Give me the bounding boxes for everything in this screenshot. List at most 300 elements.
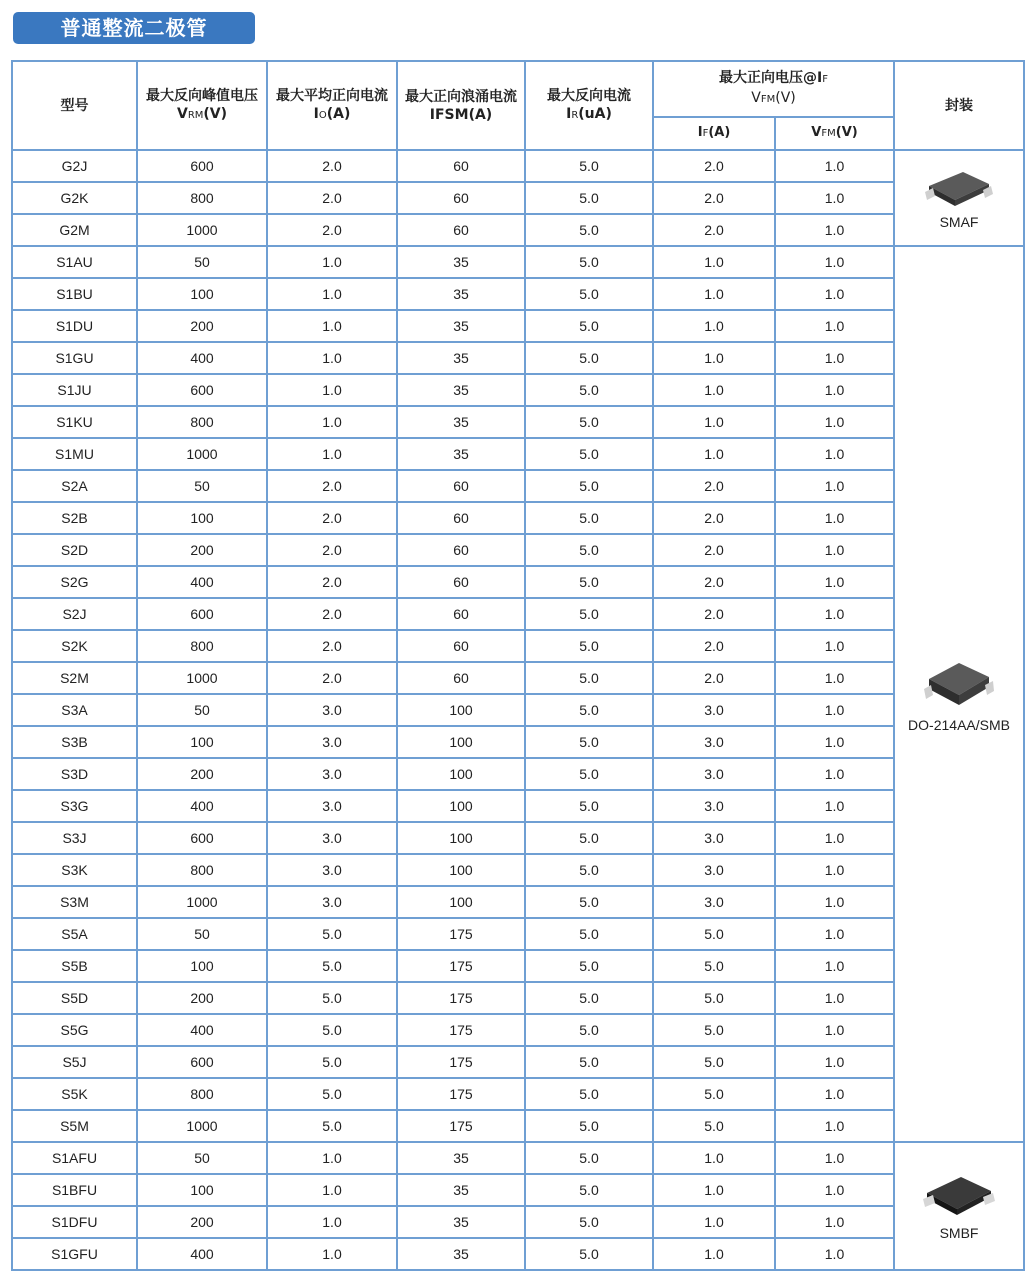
cell-vrm: 800	[137, 630, 267, 662]
cell-io: 3.0	[267, 886, 397, 918]
cell-if: 2.0	[653, 214, 775, 246]
cell-if: 3.0	[653, 758, 775, 790]
cell-vrm: 1000	[137, 214, 267, 246]
cell-model: S3A	[12, 694, 137, 726]
cell-if: 2.0	[653, 502, 775, 534]
cell-ifsm: 35	[397, 1238, 525, 1270]
cell-model: S3G	[12, 790, 137, 822]
cell-model: S1BU	[12, 278, 137, 310]
cell-ir: 5.0	[525, 406, 653, 438]
cell-ir: 5.0	[525, 1174, 653, 1206]
cell-ir: 5.0	[525, 438, 653, 470]
cell-vrm: 1000	[137, 438, 267, 470]
cell-ifsm: 175	[397, 1078, 525, 1110]
cell-model: G2K	[12, 182, 137, 214]
cell-vrm: 1000	[137, 886, 267, 918]
cell-ir: 5.0	[525, 790, 653, 822]
table-row	[12, 726, 1024, 758]
cell-io: 1.0	[267, 278, 397, 310]
cell-model: S1BFU	[12, 1174, 137, 1206]
cell-vrm: 100	[137, 1174, 267, 1206]
table-row	[12, 598, 1024, 630]
cell-ir: 5.0	[525, 1142, 653, 1174]
cell-if: 1.0	[653, 310, 775, 342]
cell-ir: 5.0	[525, 918, 653, 950]
cell-vf: 1.0	[775, 598, 894, 630]
table-row	[12, 534, 1024, 566]
cell-ir: 5.0	[525, 982, 653, 1014]
cell-model: S1DU	[12, 310, 137, 342]
cell-vf: 1.0	[775, 918, 894, 950]
cell-vrm: 800	[137, 406, 267, 438]
cell-ir: 5.0	[525, 758, 653, 790]
table-row	[12, 854, 1024, 886]
cell-vf: 1.0	[775, 662, 894, 694]
cell-io: 2.0	[267, 662, 397, 694]
cell-vf: 1.0	[775, 502, 894, 534]
smaf-package-icon	[923, 166, 995, 212]
table-row	[12, 182, 1024, 214]
cell-package	[894, 1142, 1024, 1270]
header-io: 最大平均正向电流 IO(A)	[267, 61, 397, 150]
table-row	[12, 1142, 1024, 1174]
cell-ifsm: 60	[397, 630, 525, 662]
table-row	[12, 438, 1024, 470]
cell-if: 1.0	[653, 1206, 775, 1238]
table-row	[12, 566, 1024, 598]
cell-model: S2J	[12, 598, 137, 630]
cell-vf: 1.0	[775, 886, 894, 918]
header-package: 封装	[894, 61, 1024, 150]
section-title: 普通整流二极管	[13, 12, 255, 44]
header-row	[12, 61, 1024, 117]
cell-ir: 5.0	[525, 1206, 653, 1238]
cell-if: 1.0	[653, 1238, 775, 1270]
cell-vrm: 800	[137, 1078, 267, 1110]
cell-ifsm: 100	[397, 854, 525, 886]
cell-model: S1DFU	[12, 1206, 137, 1238]
cell-vrm: 400	[137, 790, 267, 822]
cell-io: 1.0	[267, 1206, 397, 1238]
cell-vrm: 600	[137, 598, 267, 630]
cell-vf: 1.0	[775, 310, 894, 342]
cell-if: 2.0	[653, 566, 775, 598]
cell-model: S1AU	[12, 246, 137, 278]
cell-io: 2.0	[267, 470, 397, 502]
cell-if: 3.0	[653, 790, 775, 822]
cell-ifsm: 175	[397, 982, 525, 1014]
cell-ir: 5.0	[525, 1078, 653, 1110]
table-row	[12, 214, 1024, 246]
cell-if: 3.0	[653, 854, 775, 886]
cell-vf: 1.0	[775, 278, 894, 310]
cell-vrm: 600	[137, 822, 267, 854]
cell-if: 5.0	[653, 918, 775, 950]
cell-ifsm: 100	[397, 886, 525, 918]
cell-vf: 1.0	[775, 1238, 894, 1270]
cell-ir: 5.0	[525, 566, 653, 598]
cell-if: 1.0	[653, 406, 775, 438]
cell-vf: 1.0	[775, 182, 894, 214]
cell-ifsm: 175	[397, 918, 525, 950]
cell-vf: 1.0	[775, 438, 894, 470]
cell-vrm: 200	[137, 982, 267, 1014]
cell-vf: 1.0	[775, 1078, 894, 1110]
cell-ifsm: 35	[397, 1174, 525, 1206]
cell-vrm: 50	[137, 246, 267, 278]
cell-model: S2B	[12, 502, 137, 534]
table-row	[12, 342, 1024, 374]
cell-ir: 5.0	[525, 886, 653, 918]
cell-vf: 1.0	[775, 1110, 894, 1142]
cell-model: S2K	[12, 630, 137, 662]
cell-vrm: 200	[137, 310, 267, 342]
cell-io: 2.0	[267, 534, 397, 566]
cell-vf: 1.0	[775, 982, 894, 1014]
table-row	[12, 246, 1024, 278]
cell-vf: 1.0	[775, 470, 894, 502]
cell-vf: 1.0	[775, 854, 894, 886]
cell-vrm: 50	[137, 1142, 267, 1174]
cell-ifsm: 60	[397, 662, 525, 694]
cell-ifsm: 35	[397, 310, 525, 342]
cell-ifsm: 35	[397, 278, 525, 310]
table-row	[12, 982, 1024, 1014]
cell-io: 3.0	[267, 694, 397, 726]
cell-ifsm: 100	[397, 758, 525, 790]
cell-io: 3.0	[267, 822, 397, 854]
cell-vrm: 100	[137, 950, 267, 982]
cell-ifsm: 60	[397, 566, 525, 598]
table-row	[12, 694, 1024, 726]
cell-model: S5A	[12, 918, 137, 950]
cell-ifsm: 60	[397, 534, 525, 566]
cell-ifsm: 100	[397, 694, 525, 726]
cell-ir: 5.0	[525, 534, 653, 566]
cell-io: 1.0	[267, 1174, 397, 1206]
cell-if: 2.0	[653, 150, 775, 182]
cell-io: 2.0	[267, 566, 397, 598]
cell-io: 1.0	[267, 246, 397, 278]
cell-ir: 5.0	[525, 822, 653, 854]
cell-ifsm: 35	[397, 374, 525, 406]
cell-vrm: 50	[137, 470, 267, 502]
header-ifsm: 最大正向浪涌电流 IFSM(A)	[397, 61, 525, 150]
cell-vf: 1.0	[775, 1206, 894, 1238]
cell-model: S1GU	[12, 342, 137, 374]
cell-vf: 1.0	[775, 214, 894, 246]
cell-ifsm: 35	[397, 438, 525, 470]
cell-ifsm: 35	[397, 246, 525, 278]
cell-vrm: 600	[137, 374, 267, 406]
cell-model: S3K	[12, 854, 137, 886]
cell-io: 5.0	[267, 982, 397, 1014]
cell-io: 1.0	[267, 310, 397, 342]
cell-package	[894, 246, 1024, 1142]
cell-ifsm: 60	[397, 598, 525, 630]
cell-ir: 5.0	[525, 278, 653, 310]
cell-ir: 5.0	[525, 310, 653, 342]
cell-ifsm: 100	[397, 822, 525, 854]
header-vf: VFM(V)	[775, 117, 894, 150]
table-row	[12, 1238, 1024, 1270]
cell-vrm: 800	[137, 854, 267, 886]
package-label: DO-214AA/SMB	[908, 717, 1010, 733]
cell-ir: 5.0	[525, 342, 653, 374]
cell-vf: 1.0	[775, 1174, 894, 1206]
cell-if: 3.0	[653, 726, 775, 758]
table-row	[12, 502, 1024, 534]
cell-vrm: 200	[137, 1206, 267, 1238]
cell-ifsm: 35	[397, 1142, 525, 1174]
header-if: IF(A)	[653, 117, 775, 150]
cell-io: 1.0	[267, 1238, 397, 1270]
cell-if: 1.0	[653, 374, 775, 406]
cell-ir: 5.0	[525, 726, 653, 758]
cell-vf: 1.0	[775, 342, 894, 374]
cell-ifsm: 175	[397, 1046, 525, 1078]
cell-vf: 1.0	[775, 150, 894, 182]
cell-model: S3D	[12, 758, 137, 790]
cell-vrm: 1000	[137, 662, 267, 694]
table-row	[12, 886, 1024, 918]
cell-ifsm: 35	[397, 342, 525, 374]
cell-ir: 5.0	[525, 854, 653, 886]
cell-ir: 5.0	[525, 470, 653, 502]
cell-vf: 1.0	[775, 694, 894, 726]
cell-model: S2A	[12, 470, 137, 502]
cell-vrm: 200	[137, 534, 267, 566]
table-row	[12, 406, 1024, 438]
cell-model: S1KU	[12, 406, 137, 438]
table-row	[12, 918, 1024, 950]
cell-model: S5B	[12, 950, 137, 982]
cell-if: 1.0	[653, 1174, 775, 1206]
cell-if: 2.0	[653, 182, 775, 214]
cell-io: 5.0	[267, 918, 397, 950]
cell-if: 1.0	[653, 1142, 775, 1174]
cell-io: 3.0	[267, 726, 397, 758]
cell-model: S2M	[12, 662, 137, 694]
table-row	[12, 1206, 1024, 1238]
cell-model: S5J	[12, 1046, 137, 1078]
table-row	[12, 630, 1024, 662]
table-row	[12, 950, 1024, 982]
cell-vf: 1.0	[775, 726, 894, 758]
cell-if: 3.0	[653, 822, 775, 854]
table-body	[12, 150, 1024, 1270]
cell-ir: 5.0	[525, 950, 653, 982]
cell-io: 2.0	[267, 630, 397, 662]
cell-model: S5K	[12, 1078, 137, 1110]
cell-vf: 1.0	[775, 1014, 894, 1046]
cell-model: S1MU	[12, 438, 137, 470]
cell-vrm: 100	[137, 726, 267, 758]
cell-vrm: 400	[137, 342, 267, 374]
cell-ifsm: 60	[397, 150, 525, 182]
cell-model: S2G	[12, 566, 137, 598]
cell-ir: 5.0	[525, 1238, 653, 1270]
cell-vf: 1.0	[775, 406, 894, 438]
cell-ifsm: 175	[397, 1110, 525, 1142]
cell-io: 3.0	[267, 854, 397, 886]
cell-if: 2.0	[653, 662, 775, 694]
cell-if: 1.0	[653, 246, 775, 278]
cell-io: 1.0	[267, 342, 397, 374]
cell-package	[894, 150, 1024, 246]
cell-model: G2J	[12, 150, 137, 182]
cell-if: 3.0	[653, 886, 775, 918]
cell-io: 5.0	[267, 1014, 397, 1046]
smbf-package-icon	[923, 1171, 995, 1223]
cell-if: 2.0	[653, 598, 775, 630]
cell-model: S1GFU	[12, 1238, 137, 1270]
cell-model: S5G	[12, 1014, 137, 1046]
cell-io: 2.0	[267, 502, 397, 534]
cell-if: 5.0	[653, 982, 775, 1014]
cell-vrm: 400	[137, 1014, 267, 1046]
cell-ifsm: 60	[397, 502, 525, 534]
cell-model: S1AFU	[12, 1142, 137, 1174]
cell-vrm: 50	[137, 918, 267, 950]
cell-vrm: 400	[137, 566, 267, 598]
cell-vrm: 800	[137, 182, 267, 214]
cell-ir: 5.0	[525, 150, 653, 182]
cell-ir: 5.0	[525, 374, 653, 406]
table-row	[12, 150, 1024, 182]
cell-model: S1JU	[12, 374, 137, 406]
cell-io: 1.0	[267, 406, 397, 438]
diode-spec-table	[11, 60, 1025, 1271]
cell-io: 5.0	[267, 1046, 397, 1078]
cell-if: 3.0	[653, 694, 775, 726]
cell-io: 5.0	[267, 1110, 397, 1142]
table-row	[12, 1110, 1024, 1142]
cell-io: 2.0	[267, 150, 397, 182]
cell-vf: 1.0	[775, 630, 894, 662]
package-label: SMAF	[939, 214, 979, 230]
cell-io: 3.0	[267, 790, 397, 822]
cell-vrm: 1000	[137, 1110, 267, 1142]
cell-if: 1.0	[653, 342, 775, 374]
cell-io: 1.0	[267, 1142, 397, 1174]
cell-if: 5.0	[653, 1014, 775, 1046]
cell-vrm: 400	[137, 1238, 267, 1270]
cell-ir: 5.0	[525, 246, 653, 278]
cell-vf: 1.0	[775, 566, 894, 598]
cell-vrm: 600	[137, 1046, 267, 1078]
cell-vf: 1.0	[775, 822, 894, 854]
cell-if: 2.0	[653, 470, 775, 502]
cell-model: S5M	[12, 1110, 137, 1142]
cell-ir: 5.0	[525, 214, 653, 246]
table-row	[12, 1078, 1024, 1110]
cell-vf: 1.0	[775, 950, 894, 982]
cell-io: 3.0	[267, 758, 397, 790]
table-row	[12, 790, 1024, 822]
cell-vf: 1.0	[775, 1046, 894, 1078]
table-row	[12, 1014, 1024, 1046]
cell-vf: 1.0	[775, 1142, 894, 1174]
cell-ifsm: 100	[397, 726, 525, 758]
cell-vrm: 100	[137, 502, 267, 534]
header-vrm: 最大反向峰值电压 VRM(V)	[137, 61, 267, 150]
cell-if: 5.0	[653, 950, 775, 982]
cell-if: 2.0	[653, 630, 775, 662]
cell-ir: 5.0	[525, 502, 653, 534]
cell-io: 2.0	[267, 214, 397, 246]
cell-vf: 1.0	[775, 246, 894, 278]
cell-ifsm: 175	[397, 950, 525, 982]
cell-io: 5.0	[267, 950, 397, 982]
header-ir: 最大反向电流 IR(uA)	[525, 61, 653, 150]
table-row	[12, 1174, 1024, 1206]
cell-if: 5.0	[653, 1046, 775, 1078]
cell-ir: 5.0	[525, 1110, 653, 1142]
cell-model: S2D	[12, 534, 137, 566]
cell-ir: 5.0	[525, 662, 653, 694]
cell-ir: 5.0	[525, 630, 653, 662]
cell-ifsm: 60	[397, 182, 525, 214]
table-row	[12, 1046, 1024, 1078]
table-row	[12, 374, 1024, 406]
cell-if: 1.0	[653, 278, 775, 310]
cell-vf: 1.0	[775, 758, 894, 790]
cell-ir: 5.0	[525, 598, 653, 630]
cell-vrm: 200	[137, 758, 267, 790]
cell-ifsm: 60	[397, 470, 525, 502]
cell-model: S3B	[12, 726, 137, 758]
cell-model: S5D	[12, 982, 137, 1014]
cell-io: 1.0	[267, 438, 397, 470]
cell-vrm: 50	[137, 694, 267, 726]
cell-io: 2.0	[267, 598, 397, 630]
header-vfm-group: 最大正向电压@IF VFM(V)	[653, 61, 894, 117]
cell-io: 2.0	[267, 182, 397, 214]
table-row	[12, 310, 1024, 342]
cell-ir: 5.0	[525, 182, 653, 214]
cell-ifsm: 35	[397, 406, 525, 438]
cell-model: G2M	[12, 214, 137, 246]
cell-vrm: 600	[137, 150, 267, 182]
cell-model: S3J	[12, 822, 137, 854]
cell-if: 5.0	[653, 1078, 775, 1110]
cell-ifsm: 100	[397, 790, 525, 822]
cell-ifsm: 60	[397, 214, 525, 246]
cell-ir: 5.0	[525, 694, 653, 726]
table-row	[12, 662, 1024, 694]
smb-package-icon	[923, 655, 995, 715]
cell-ifsm: 175	[397, 1014, 525, 1046]
table-row	[12, 822, 1024, 854]
cell-vf: 1.0	[775, 534, 894, 566]
cell-vrm: 100	[137, 278, 267, 310]
cell-ifsm: 35	[397, 1206, 525, 1238]
cell-ir: 5.0	[525, 1014, 653, 1046]
table-row	[12, 758, 1024, 790]
table-row	[12, 470, 1024, 502]
cell-io: 5.0	[267, 1078, 397, 1110]
package-label: SMBF	[939, 1225, 979, 1241]
cell-if: 5.0	[653, 1110, 775, 1142]
cell-if: 2.0	[653, 534, 775, 566]
cell-model: S3M	[12, 886, 137, 918]
cell-io: 1.0	[267, 374, 397, 406]
cell-ir: 5.0	[525, 1046, 653, 1078]
cell-vf: 1.0	[775, 790, 894, 822]
cell-if: 1.0	[653, 438, 775, 470]
cell-vf: 1.0	[775, 374, 894, 406]
